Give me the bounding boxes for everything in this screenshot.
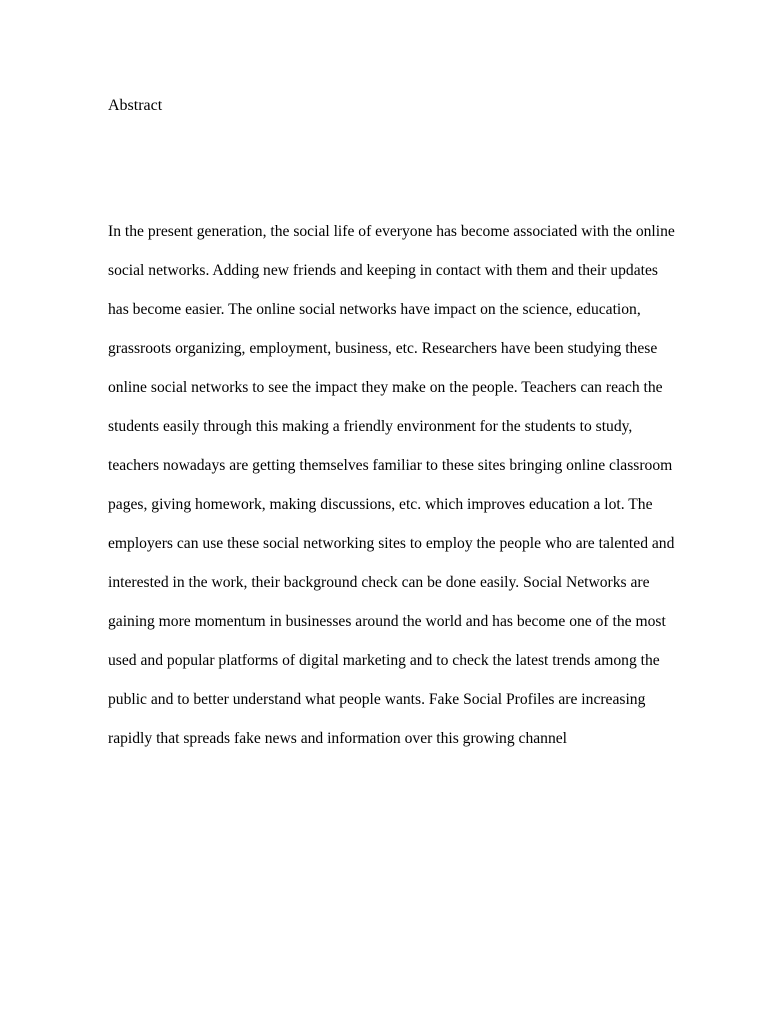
paragraph-line: gaining more momentum in businesses around the world and has become one of the most: [108, 613, 666, 630]
paragraph-line: social networks. Adding new friends and keeping in contact with them and their updates: [108, 262, 658, 279]
paragraph-line: interested in the work, their background check can be done easily. Social Networks are: [108, 574, 650, 591]
paragraph-line: teachers nowadays are getting themselves familiar to these sites bringing online classroom: [108, 457, 673, 474]
paragraph-line: pages, giving homework, making discussions, etc. which improves education a lot. The: [108, 496, 653, 513]
paragraph-line: students easily through this making a friendly environment for the students to study,: [108, 418, 633, 435]
abstract-paragraph: [108, 212, 768, 758]
abstract-heading: Abstract: [108, 97, 163, 114]
paragraph-line: employers can use these social networking sites to employ the people who are talented and: [108, 535, 675, 552]
paragraph-line: grassroots organizing, employment, business, etc. Researchers have been studying these: [108, 340, 658, 357]
paragraph-line: In the present generation, the social life of everyone has become associated with the online: [108, 223, 675, 240]
paragraph-line: public and to better understand what people wants. Fake Social Profiles are increasing: [108, 691, 646, 708]
paragraph-line: rapidly that spreads fake news and information over this growing channel: [108, 730, 568, 747]
paragraph-line: online social networks to see the impact they make on the people. Teachers can reach the: [108, 379, 663, 396]
paragraph-line: has become easier. The online social networks have impact on the science, education,: [108, 301, 641, 318]
paragraph-line: used and popular platforms of digital marketing and to check the latest trends among the: [108, 652, 660, 669]
